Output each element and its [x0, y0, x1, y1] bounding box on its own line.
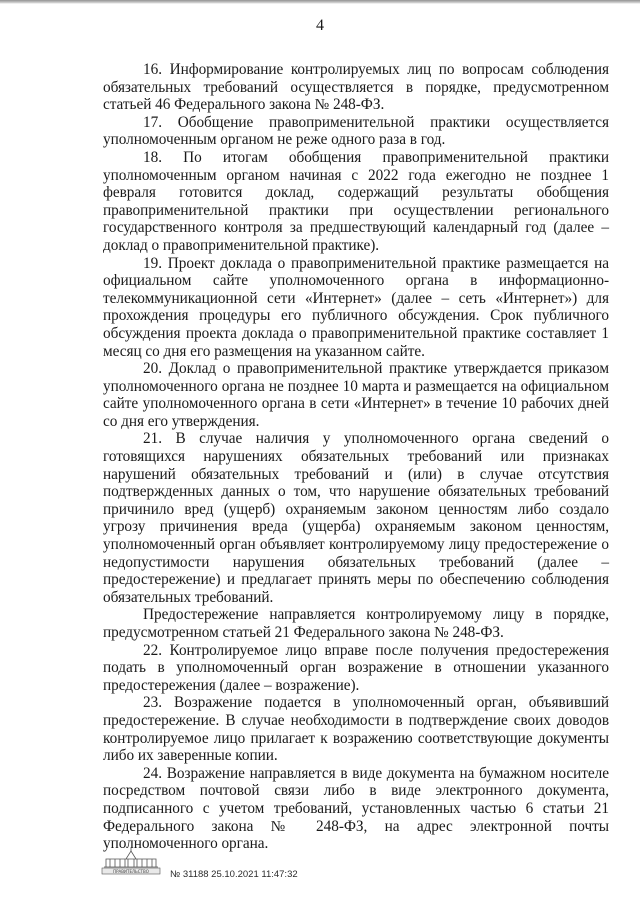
- paragraph-19: 19. Проект доклада о правоприменительной практике размещается на официальном сайте уполномоченного органа в информационно-телекоммуникационной сети «Интернет» (далее – сеть «Интернет») для прохождения процедуры его публичного обсуждения. Срок публичного обсуждения проекта доклада о правоприменительной практике составляет 1 месяц со дня его размещения на указанном сайте.: [103, 254, 609, 360]
- document-body: [103, 61, 609, 853]
- document-footer: [100, 847, 360, 891]
- paragraph-22: 22. Контролируемое лицо вправе после получения предостережения подать в уполномоченный орган возражение в отношении указанного предостережения (далее – возражение).: [103, 641, 609, 694]
- page-number: 4: [316, 17, 324, 34]
- paragraph-18: 18. По итогам обобщения правоприменительной практики уполномоченным органом начиная с 2022 года ежегодно не позднее 1 февраля готовится доклад, содержащий результаты обобщения правоприменительной практики при осуществлении регионального государственного контроля за предшествующий календарный год (далее – доклад о правоприменительной практике).: [103, 148, 609, 254]
- paragraph-23: 23. Возражение подается в уполномоченный орган, объявивший предостережение. В случае необходимости в подтверждение своих доводов контролируемое лицо прилагает к возражению соответствующие документы либо их заверенные копии.: [103, 694, 609, 765]
- paragraph-21: 21. В случае наличия у уполномоченного органа сведений о готовящихся нарушениях обязательных требований или признаках нарушений обязательных требований и (или) в случае отсутствия подтвержденных данных о том, что нарушение обязательных требований причинило вред (ущерб) охраняемым законом ценностям либо создало угрозу причинения вреда (ущерба) охраняемым законом ценностям, уполномоченный орган объявляет контролируемому лицу предостережение о недопустимости нарушения обязательных требований (далее – предостережение) и предлагает принять меры по обеспечению соблюдения обязательных требований.: [103, 430, 609, 606]
- scan-edge: [0, 0, 640, 4]
- registration-stamp: № 31188 25.10.2021 11:47:32: [170, 869, 298, 880]
- paragraph-16: 16. Информирование контролируемых лиц по вопросам соблюдения обязательных требований осуществляется в порядке, предусмотренном статьей 46 Федерального закона № 248-ФЗ.: [103, 61, 609, 114]
- paragraph-24: 24. Возражение направляется в виде документа на бумажном носителе посредством почтовой связи либо в виде электронного документа, подписанного с учетом требований, установленных частью 6 статьи 21 Федерального закона № 248-ФЗ, на адрес электронной почты уполномоченного органа.: [103, 764, 609, 853]
- paragraph-20: 20. Доклад о правоприменительной практике утверждается приказом уполномоченного органа не позднее 10 марта и размещается на официальном сайте уполномоченного органа в сети «Интернет» в течение 10 рабочих дней со дня его утверждения.: [103, 360, 609, 430]
- svg-text:ПРАВИТЕЛЬСТВО: ПРАВИТЕЛЬСТВО: [113, 868, 149, 874]
- paragraph-21-warning: Предостережение направляется контролируемому лицу в порядке, предусмотренном статьей 21 Федерального закона № 248-ФЗ.: [103, 606, 609, 641]
- paragraph-17: 17. Обобщение правоприменительной практики осуществляется уполномоченным органом не реже одного раза в год.: [103, 113, 609, 149]
- government-building-logo: [100, 847, 162, 875]
